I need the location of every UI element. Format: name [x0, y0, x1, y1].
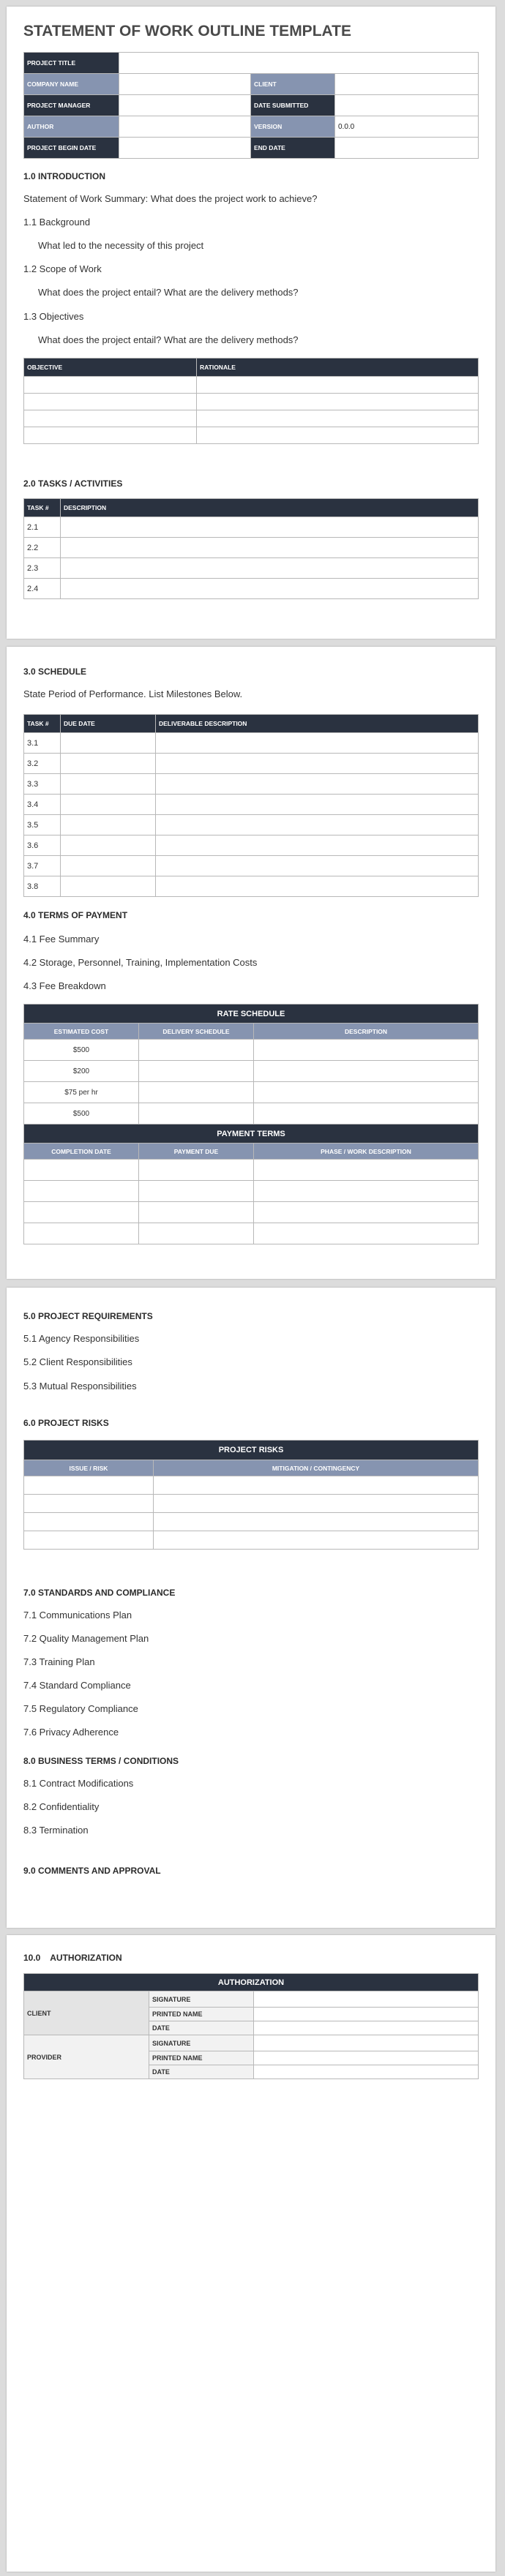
deliverable-cell[interactable] [156, 835, 479, 856]
phase-cell[interactable] [254, 1223, 479, 1244]
deliverable-cell[interactable] [156, 733, 479, 754]
due-date-cell[interactable] [61, 815, 156, 835]
risk-cell[interactable] [24, 1513, 154, 1531]
provider-printed-name-field[interactable] [254, 2051, 479, 2065]
client-printed-name-label: PRINTED NAME [149, 2008, 254, 2021]
deliverable-column-header: DELIVERABLE DESCRIPTION [156, 715, 479, 733]
objective-cell[interactable] [24, 377, 197, 394]
document-title: STATEMENT OF WORK OUTLINE TEMPLATE [23, 23, 351, 40]
standards-item: 7.4 Standard Compliance [23, 1680, 131, 1691]
page-2 [7, 647, 495, 1279]
rate-cost[interactable]: $75 per hr [24, 1082, 139, 1103]
objective-cell[interactable] [24, 394, 197, 410]
intro-summary: Statement of Work Summary: What does the project work to achieve? [23, 193, 318, 204]
risks-table [23, 1440, 479, 1550]
task-number: 2.3 [24, 558, 61, 579]
rationale-cell[interactable] [197, 377, 479, 394]
page-3 [7, 1288, 495, 1928]
scope-heading: 1.2 Scope of Work [23, 263, 102, 274]
requirement-item: 5.2 Client Responsibilities [23, 1356, 132, 1367]
task-number-column-header: TASK # [24, 499, 61, 517]
comments-heading: 9.0 COMMENTS AND APPROVAL [23, 1866, 161, 1876]
completion-date-cell[interactable] [24, 1202, 139, 1223]
schedule-task-number: 3.2 [24, 754, 61, 774]
payment-due-cell[interactable] [139, 1202, 254, 1223]
storage-costs-heading: 4.2 Storage, Personnel, Training, Implementation Costs [23, 957, 258, 968]
standards-heading: 7.0 STANDARDS AND COMPLIANCE [23, 1588, 176, 1598]
project-title-label: PROJECT TITLE [24, 53, 119, 74]
rationale-cell[interactable] [197, 394, 479, 410]
tasks-table [23, 498, 479, 599]
rationale-cell[interactable] [197, 427, 479, 444]
author-label: AUTHOR [24, 116, 119, 138]
description-cell[interactable] [254, 1040, 479, 1061]
provider-label: PROVIDER [24, 2035, 149, 2079]
mitigation-cell[interactable] [154, 1495, 479, 1513]
due-date-cell[interactable] [61, 754, 156, 774]
due-date-cell[interactable] [61, 733, 156, 754]
rate-schedule-table [23, 1004, 479, 1244]
project-begin-date-label: PROJECT BEGIN DATE [24, 138, 119, 159]
schedule-task-number: 3.4 [24, 795, 61, 815]
payment-due-cell[interactable] [139, 1160, 254, 1181]
authorization-table [23, 1973, 479, 2079]
requirement-item: 5.1 Agency Responsibilities [23, 1333, 140, 1344]
client-field[interactable] [335, 74, 479, 95]
payment-due-column-header: PAYMENT DUE [139, 1144, 254, 1160]
phase-cell[interactable] [254, 1202, 479, 1223]
rationale-column-header: RATIONALE [197, 358, 479, 377]
completion-date-cell[interactable] [24, 1181, 139, 1202]
page-1 [7, 7, 495, 639]
version-field[interactable]: 0.0.0 [335, 116, 479, 138]
client-signature-label: SIGNATURE [149, 1991, 254, 2008]
objective-cell[interactable] [24, 410, 197, 427]
deliverable-cell[interactable] [156, 815, 479, 835]
schedule-task-number: 3.3 [24, 774, 61, 795]
header-table [23, 52, 479, 159]
risk-cell[interactable] [24, 1531, 154, 1550]
due-date-cell[interactable] [61, 876, 156, 897]
due-date-cell[interactable] [61, 795, 156, 815]
company-name-label: COMPANY NAME [24, 74, 119, 95]
company-name-field[interactable] [119, 74, 251, 95]
fee-breakdown-heading: 4.3 Fee Breakdown [23, 980, 106, 991]
task-number-column-header: TASK # [24, 715, 61, 733]
business-heading: 8.0 BUSINESS TERMS / CONDITIONS [23, 1756, 179, 1766]
business-item: 8.2 Confidentiality [23, 1801, 100, 1812]
schedule-text: State Period of Performance. List Milestones Below. [23, 688, 243, 699]
phase-cell[interactable] [254, 1160, 479, 1181]
objective-cell[interactable] [24, 427, 197, 444]
description-column-header: DESCRIPTION [254, 1024, 479, 1040]
description-cell[interactable] [254, 1061, 479, 1082]
description-column-header: DESCRIPTION [61, 499, 479, 517]
provider-date-field[interactable] [254, 2065, 479, 2079]
deliverable-cell[interactable] [156, 856, 479, 876]
fee-summary-heading: 4.1 Fee Summary [23, 934, 100, 945]
date-submitted-field[interactable] [335, 95, 479, 116]
author-field[interactable] [119, 116, 251, 138]
authorization-title: AUTHORIZATION [24, 1974, 479, 1991]
tasks-heading: 2.0 TASKS / ACTIVITIES [23, 478, 123, 489]
task-number: 2.4 [24, 579, 61, 599]
task-description[interactable] [61, 579, 479, 599]
client-label: CLIENT [24, 1991, 149, 2035]
delivery-cell[interactable] [139, 1040, 254, 1061]
payment-due-cell[interactable] [139, 1223, 254, 1244]
business-item: 8.1 Contract Modifications [23, 1778, 134, 1789]
client-label: CLIENT [251, 74, 335, 95]
rationale-cell[interactable] [197, 410, 479, 427]
schedule-task-number: 3.7 [24, 856, 61, 876]
provider-signature-field[interactable] [254, 2035, 479, 2051]
business-item: 8.3 Termination [23, 1825, 89, 1836]
task-number: 2.1 [24, 517, 61, 538]
mitigation-cell[interactable] [154, 1513, 479, 1531]
end-date-field[interactable] [335, 138, 479, 159]
schedule-table [23, 714, 479, 897]
version-label: VERSION [251, 116, 335, 138]
client-date-label: DATE [149, 2021, 254, 2035]
objectives-heading: 1.3 Objectives [23, 311, 84, 322]
objective-column-header: OBJECTIVE [24, 358, 197, 377]
provider-printed-name-label: PRINTED NAME [149, 2051, 254, 2065]
risk-cell[interactable] [24, 1495, 154, 1513]
phase-column-header: PHASE / WORK DESCRIPTION [254, 1144, 479, 1160]
project-title-field[interactable] [119, 53, 479, 74]
completion-date-column-header: COMPLETION DATE [24, 1144, 139, 1160]
issue-column-header: ISSUE / RISK [24, 1460, 154, 1476]
rate-cost[interactable]: $200 [24, 1061, 139, 1082]
due-date-column-header: DUE DATE [61, 715, 156, 733]
description-cell[interactable] [254, 1082, 479, 1103]
standards-item: 7.5 Regulatory Compliance [23, 1703, 138, 1714]
risks-table-title: PROJECT RISKS [24, 1441, 479, 1460]
rate-schedule-title: RATE SCHEDULE [24, 1005, 479, 1024]
date-submitted-label: DATE SUBMITTED [251, 95, 335, 116]
project-begin-date-field[interactable] [119, 138, 251, 159]
payment-due-cell[interactable] [139, 1181, 254, 1202]
client-signature-field[interactable] [254, 1991, 479, 2008]
task-description[interactable] [61, 517, 479, 538]
intro-heading: 1.0 INTRODUCTION [23, 171, 106, 181]
mitigation-column-header: MITIGATION / CONTINGENCY [154, 1460, 479, 1476]
due-date-cell[interactable] [61, 856, 156, 876]
standards-item: 7.3 Training Plan [23, 1656, 95, 1667]
description-cell[interactable] [254, 1103, 479, 1124]
client-printed-name-field[interactable] [254, 2008, 479, 2021]
schedule-task-number: 3.1 [24, 733, 61, 754]
task-number: 2.2 [24, 538, 61, 558]
risk-cell[interactable] [24, 1476, 154, 1495]
provider-date-label: DATE [149, 2065, 254, 2079]
completion-date-cell[interactable] [24, 1160, 139, 1181]
payment-terms-title: PAYMENT TERMS [24, 1124, 479, 1144]
schedule-task-number: 3.8 [24, 876, 61, 897]
risks-heading: 6.0 PROJECT RISKS [23, 1418, 109, 1428]
client-date-field[interactable] [254, 2021, 479, 2035]
page-4 [7, 1935, 495, 2572]
project-manager-field[interactable] [119, 95, 251, 116]
objectives-question: What does the project entail? What are the delivery methods? [38, 334, 299, 345]
scope-question: What does the project entail? What are the delivery methods? [38, 287, 299, 298]
due-date-cell[interactable] [61, 835, 156, 856]
delivery-cell[interactable] [139, 1082, 254, 1103]
standards-item: 7.1 Communications Plan [23, 1610, 132, 1621]
delivery-schedule-column-header: DELIVERY SCHEDULE [139, 1024, 254, 1040]
deliverable-cell[interactable] [156, 795, 479, 815]
delivery-cell[interactable] [139, 1103, 254, 1124]
phase-cell[interactable] [254, 1181, 479, 1202]
requirements-heading: 5.0 PROJECT REQUIREMENTS [23, 1311, 153, 1321]
delivery-cell[interactable] [139, 1061, 254, 1082]
rate-cost[interactable]: $500 [24, 1040, 139, 1061]
deliverable-cell[interactable] [156, 774, 479, 795]
completion-date-cell[interactable] [24, 1223, 139, 1244]
mitigation-cell[interactable] [154, 1531, 479, 1550]
mitigation-cell[interactable] [154, 1476, 479, 1495]
payment-heading: 4.0 TERMS OF PAYMENT [23, 910, 128, 920]
authorization-heading: 10.0 AUTHORIZATION [23, 1953, 122, 1963]
schedule-heading: 3.0 SCHEDULE [23, 666, 87, 677]
standards-item: 7.6 Privacy Adherence [23, 1727, 119, 1738]
schedule-task-number: 3.6 [24, 835, 61, 856]
project-manager-label: PROJECT MANAGER [24, 95, 119, 116]
rate-cost[interactable]: $500 [24, 1103, 139, 1124]
task-description[interactable] [61, 558, 479, 579]
end-date-label: END DATE [251, 138, 335, 159]
deliverable-cell[interactable] [156, 754, 479, 774]
standards-item: 7.2 Quality Management Plan [23, 1633, 149, 1644]
provider-signature-label: SIGNATURE [149, 2035, 254, 2051]
requirement-item: 5.3 Mutual Responsibilities [23, 1381, 137, 1392]
schedule-task-number: 3.5 [24, 815, 61, 835]
due-date-cell[interactable] [61, 774, 156, 795]
background-heading: 1.1 Background [23, 217, 91, 228]
task-description[interactable] [61, 538, 479, 558]
estimated-cost-column-header: ESTIMATED COST [24, 1024, 139, 1040]
background-question: What led to the necessity of this project [38, 240, 204, 251]
deliverable-cell[interactable] [156, 876, 479, 897]
objectives-table [23, 358, 479, 444]
